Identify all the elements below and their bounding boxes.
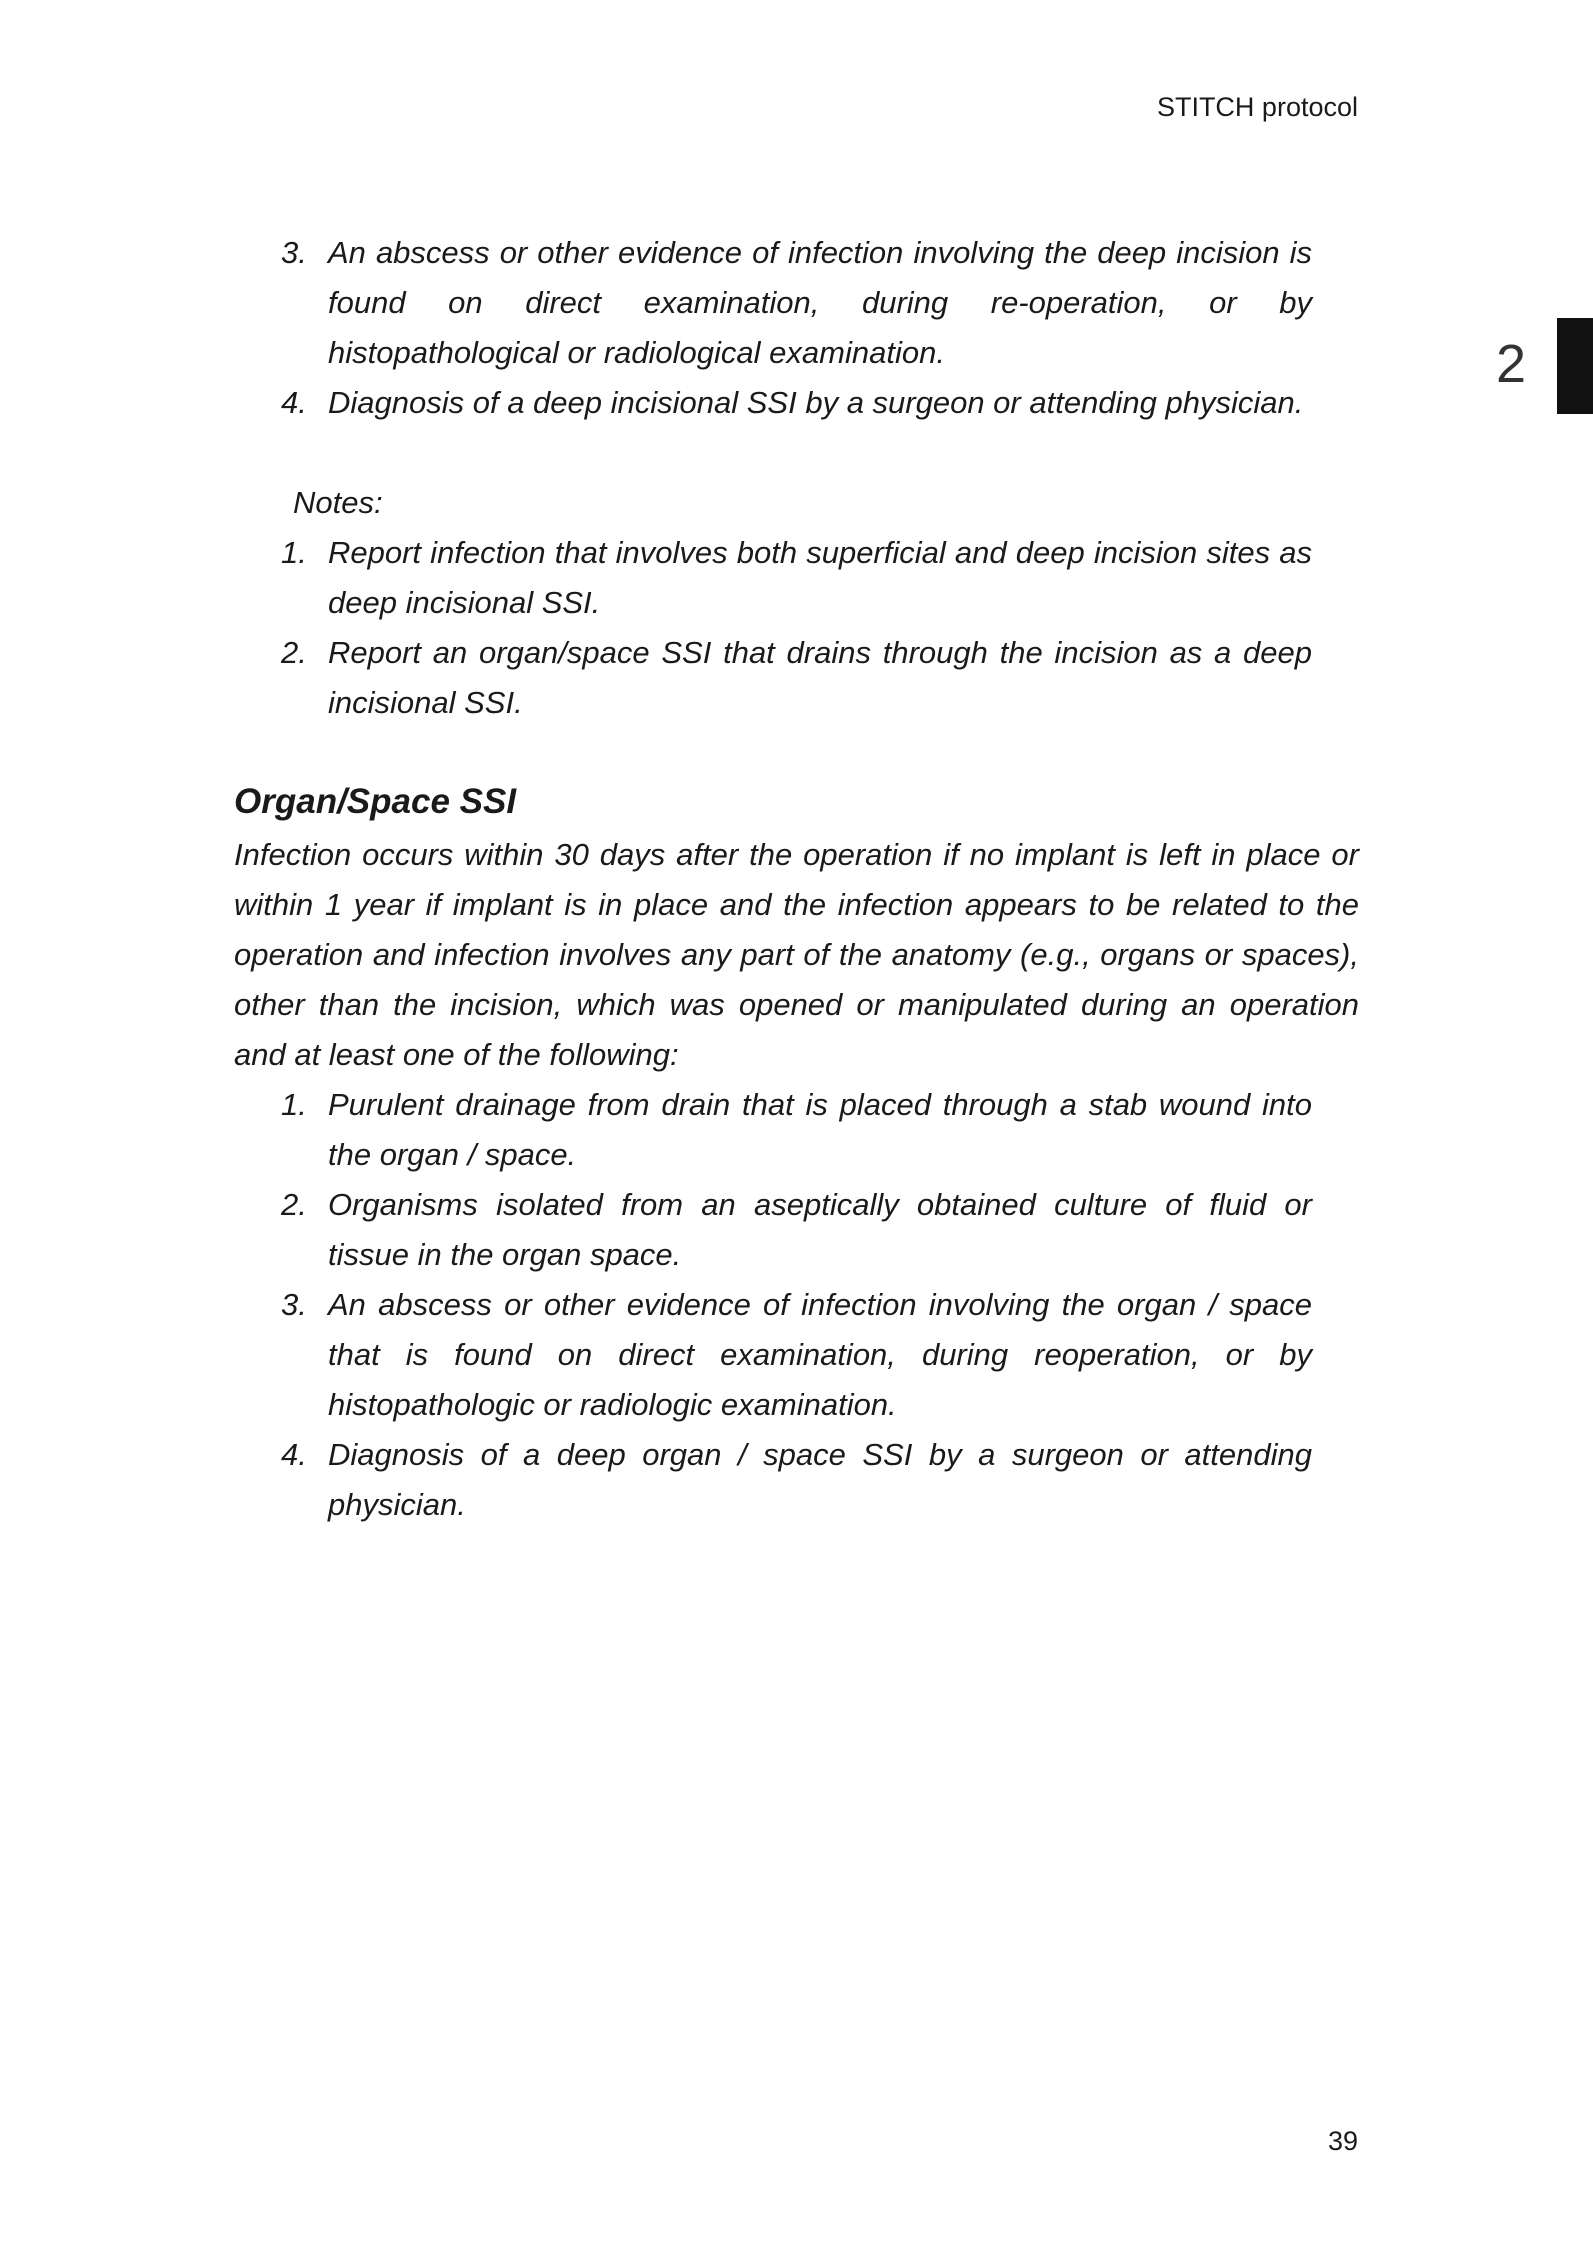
deep-incisional-criteria-list xyxy=(234,228,1312,428)
section-heading-organ-space: Organ/Space SSI xyxy=(234,782,517,821)
list-item-number: 2. xyxy=(281,635,307,670)
list-item-text: An abscess or other evidence of infection involving the organ / space that is found on direct examination, during reoperation, or by histopathologic or radiologic examination. xyxy=(328,1287,1312,1422)
list-item-text: Purulent drainage from drain that is placed through a stab wound into the organ / space. xyxy=(328,1087,1312,1172)
list-item xyxy=(234,228,1312,378)
notes-list xyxy=(234,528,1312,728)
list-item-text: Report infection that involves both superficial and deep incision sites as deep incisional SSI. xyxy=(328,535,1312,620)
organ-space-criteria-list xyxy=(234,1080,1312,1530)
list-item-text: Diagnosis of a deep organ / space SSI by a surgeon or attending physician. xyxy=(328,1437,1312,1522)
chapter-tab-marker xyxy=(1557,318,1593,414)
list-item-text: An abscess or other evidence of infection involving the deep incision is found on direct examination, during re-operation, or by histopathological or radiological examination. xyxy=(328,235,1312,370)
page-content xyxy=(234,228,1359,1530)
section-body-organ-space: Infection occurs within 30 days after the operation if no implant is left in place or within 1 year if implant is in place and the infection appears to be related to the operation and infection involves any part of the anatomy (e.g., organs or spaces), other than the incision, which was opened or manipulated during an operation and at least one of the following: xyxy=(234,837,1359,1072)
list-item xyxy=(234,1180,1312,1280)
list-item-number: 4. xyxy=(281,385,307,420)
notes-label: Notes: xyxy=(293,485,383,520)
list-item-number: 1. xyxy=(281,535,307,570)
list-item xyxy=(234,628,1312,728)
list-item-text: Report an organ/space SSI that drains through the incision as a deep incisional SSI. xyxy=(328,635,1312,720)
list-item-text: Diagnosis of a deep incisional SSI by a surgeon or attending physician. xyxy=(328,385,1304,420)
list-item xyxy=(234,1430,1312,1530)
list-item-number: 1. xyxy=(281,1087,307,1122)
list-item-number: 2. xyxy=(281,1187,307,1222)
chapter-number: 2 xyxy=(1496,334,1527,394)
page-number: 39 xyxy=(1327,2126,1358,2156)
running-head: STITCH protocol xyxy=(1156,92,1358,122)
list-item xyxy=(234,1280,1312,1430)
list-item-text: Organisms isolated from an aseptically obtained culture of fluid or tissue in the organ space. xyxy=(328,1187,1312,1272)
list-item-number: 4. xyxy=(281,1437,307,1472)
list-item xyxy=(234,1080,1312,1180)
list-item xyxy=(234,528,1312,628)
list-item-number: 3. xyxy=(281,235,307,270)
list-item xyxy=(234,378,1312,428)
list-item-number: 3. xyxy=(281,1287,307,1322)
